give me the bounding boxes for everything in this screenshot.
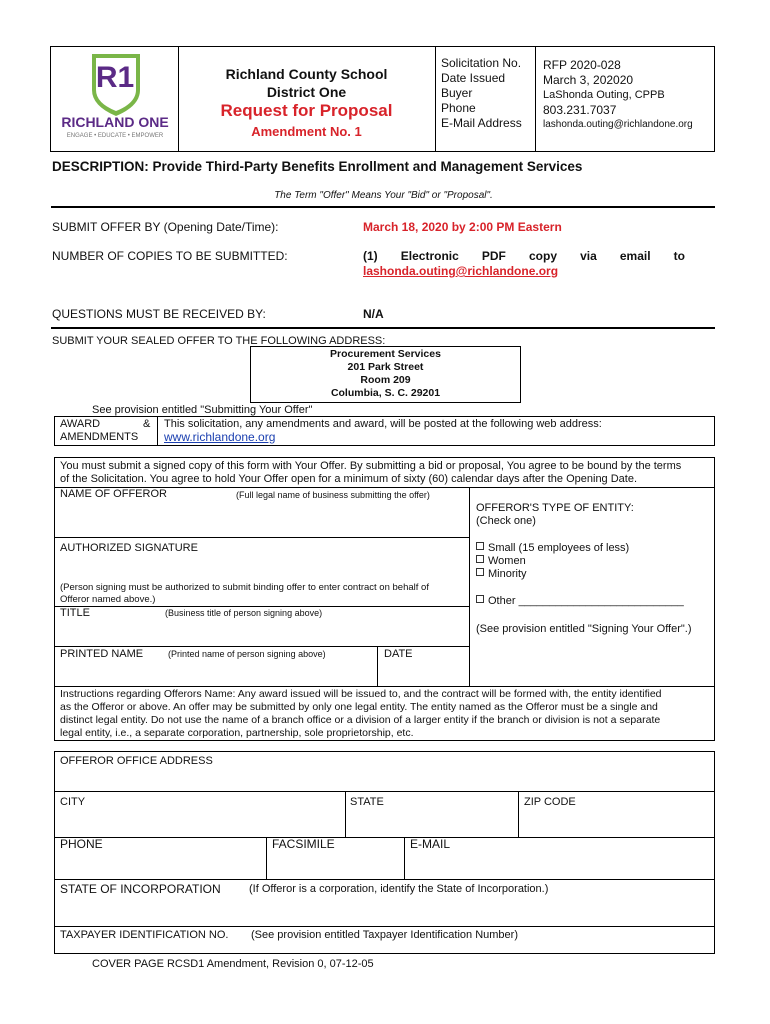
office-address-input[interactable] (56, 770, 712, 790)
meta-value-phone: 803.231.7037 (543, 103, 617, 117)
phone-label: PHONE (60, 837, 103, 851)
title-label: TITLE (60, 607, 90, 619)
copies-email-link[interactable]: lashonda.outing@richlandone.org (363, 264, 559, 278)
copies-word: Electronic (400, 249, 459, 263)
authorized-signature-label: AUTHORIZED SIGNATURE (60, 542, 198, 554)
address-line: Room 209 (360, 374, 411, 386)
state-label: STATE (350, 796, 384, 808)
org-name-line2: District One (266, 84, 347, 100)
description: DESCRIPTION: Provide Third-Party Benefits Enrollment and Management Services (52, 159, 583, 174)
richland-one-logo (56, 50, 174, 148)
state-input[interactable] (348, 810, 515, 834)
office-address-label: OFFEROR OFFICE ADDRESS (60, 755, 213, 767)
city-input[interactable] (56, 810, 342, 834)
form-intro-line2: of the Solicitation. You agree to hold Your Offer open for a minimum of sixty (60) calendar days after the Opening Date. (60, 473, 638, 485)
facsimile-input[interactable] (269, 854, 401, 876)
award-text: This solicitation, any amendments and award, will be posted at the following web address: (164, 418, 602, 430)
doc-title: Request for Proposal (220, 101, 393, 120)
title-input[interactable] (56, 620, 466, 644)
header-divider-3 (535, 46, 536, 152)
entity-option-minority[interactable] (476, 568, 527, 581)
office-rule (54, 837, 715, 838)
office-rule (54, 926, 715, 927)
copies-label: NUMBER OF COPIES TO BE SUBMITTED: (52, 249, 288, 263)
offeror-name-instructions (60, 688, 712, 740)
checkbox-women[interactable] (476, 555, 484, 563)
facsimile-label: FACSIMILE (272, 837, 335, 851)
office-divider (266, 837, 267, 879)
signing-offer-note: (See provision entitled "Signing Your Offer".) (476, 623, 692, 635)
offer-term-note: The Term "Offer" Means Your "Bid" or "Proposal". (274, 190, 493, 201)
office-divider (345, 791, 346, 837)
meta-label-phone: Phone (441, 101, 476, 115)
city-label: CITY (60, 796, 86, 808)
form-rule (54, 537, 469, 538)
award-divider (157, 416, 158, 446)
form-intro-line1: You must submit a signed copy of this form with Your Offer. By submitting a bid or proposal, You agree to be bound by the terms (60, 460, 682, 472)
copies-word: email (619, 249, 651, 263)
email-label: E-MAIL (410, 837, 451, 851)
award-url-link[interactable]: www.richlandone.org (164, 430, 276, 444)
questions-label: QUESTIONS MUST BE RECEIVED BY: (52, 307, 266, 321)
copies-word: copy (528, 249, 557, 263)
offeror-name-input[interactable] (56, 502, 466, 536)
zip-code-label: ZIP CODE (524, 796, 576, 808)
divider (51, 206, 715, 208)
solicitation-meta-values (543, 58, 715, 132)
authorized-signature-input[interactable] (56, 556, 466, 580)
award-label: AWARD (60, 418, 101, 430)
state-of-incorporation-label: STATE OF INCORPORATION (60, 882, 221, 896)
address-line: Procurement Services (330, 348, 441, 360)
entity-option-women[interactable] (476, 555, 526, 568)
office-rule (54, 879, 715, 880)
taxpayer-id-input[interactable] (470, 929, 712, 951)
address-lines (250, 348, 521, 400)
meta-label-email: E-Mail Address (441, 116, 522, 130)
award-amp: & (143, 418, 151, 430)
logo-tagline: ENGAGE • EDUCATE • EMPOWER (66, 133, 164, 139)
address-line: Columbia, S. C. 29201 (330, 387, 441, 399)
meta-value-email[interactable]: lashonda.outing@richlandone.org (543, 119, 693, 130)
copies-word: (1) (363, 249, 378, 263)
entity-option-label: Women (488, 555, 526, 567)
printed-name-hint: (Printed name of person signing above) (168, 649, 326, 659)
copies-word: via (580, 249, 597, 263)
org-name-line1: Richland County School (225, 66, 388, 82)
state-of-incorporation-input[interactable] (56, 898, 712, 924)
office-divider (518, 791, 519, 837)
copies-word: to (673, 249, 685, 263)
printed-name-input[interactable] (56, 662, 374, 684)
state-of-incorporation-hint: (If Offeror is a corporation, identify the State of Incorporation.) (249, 883, 549, 895)
see-provision-submitting: See provision entitled "Submitting Your Offer" (92, 404, 313, 416)
zip-code-input[interactable] (521, 810, 712, 834)
instructions-line: as the Offeror or above. An offer may be submitted by only one legal entity. The entity named as the Offeror must be a single and (60, 701, 658, 713)
address-line: 201 Park Street (347, 361, 424, 373)
footer-cover-page: COVER PAGE RCSD1 Amendment, Revision 0, 07-12-05 (92, 958, 374, 970)
instructions-line: legal entity, i.e., a separate corporation, partnership, sole proprietorship, etc. (60, 727, 414, 739)
email-input[interactable] (407, 854, 712, 876)
entity-option-other[interactable] (476, 595, 684, 608)
amendments-label: AMENDMENTS (60, 431, 139, 443)
form-rule (54, 646, 469, 647)
header-divider-2 (435, 46, 436, 152)
submit-by-label: SUBMIT OFFER BY (Opening Date/Time): (52, 220, 279, 234)
entity-option-label: Small (15 employees of less) (488, 542, 630, 554)
office-rule (54, 791, 715, 792)
entity-check-one: (Check one) (476, 515, 536, 527)
form-rule (54, 686, 715, 687)
taxpayer-id-label: TAXPAYER IDENTIFICATION NO. (60, 929, 229, 941)
divider (51, 327, 715, 329)
signature-authority-note-2: Offeror named above.) (60, 594, 156, 605)
address-label: SUBMIT YOUR SEALED OFFER TO THE FOLLOWING ADDRESS: (52, 335, 386, 347)
copies-word: PDF (481, 249, 506, 263)
printed-name-label: PRINTED NAME (60, 648, 144, 660)
phone-input[interactable] (56, 854, 263, 876)
form-rule (54, 606, 469, 607)
meta-label-buyer: Buyer (441, 86, 473, 100)
solicitation-meta-labels (441, 56, 533, 131)
checkbox-other[interactable] (476, 595, 484, 603)
title-hint: (Business title of person signing above) (165, 608, 323, 618)
entity-option-label: Other ___________________________ (488, 595, 684, 607)
entity-type-label: OFFEROR'S TYPE OF ENTITY: (476, 502, 634, 514)
taxpayer-id-hint: (See provision entitled Taxpayer Identification Number) (251, 929, 518, 941)
meta-label-solicitation: Solicitation No. (441, 56, 522, 70)
signature-authority-note-1: (Person signing must be authorized to submit binding offer to enter contract on behalf of (60, 582, 429, 593)
meta-value-date: March 3, 202020 (543, 73, 634, 87)
logo-monogram: R1 (95, 61, 135, 94)
instructions-line: distinct legal entity. Do not use the name of a branch office or a division of a larger entity if the branch or division is not a separate (60, 714, 661, 726)
entity-option-small[interactable] (476, 542, 629, 555)
office-divider (404, 837, 405, 879)
meta-value-solicitation: RFP 2020-028 (543, 58, 621, 72)
form-vertical-divider (469, 487, 470, 686)
offeror-name-hint: (Full legal name of business submitting the offer) (236, 490, 430, 500)
meta-value-buyer: LaShonda Outing, CPPB (543, 89, 665, 101)
questions-value: N/A (363, 307, 384, 321)
date-input[interactable] (380, 662, 466, 684)
logo-name: RICHLAND ONE (61, 114, 169, 130)
checkbox-minority[interactable] (476, 568, 484, 576)
instructions-line: Instructions regarding Offerors Name: Any award issued will be issued to, and the contract will be formed with, the entity identified (60, 688, 662, 700)
meta-label-date: Date Issued (441, 71, 506, 85)
amendment-label: Amendment No. 1 (251, 124, 362, 139)
form-vertical-divider (377, 646, 378, 686)
offeror-name-label: NAME OF OFFEROR (60, 488, 167, 500)
entity-option-label: Minority (488, 568, 527, 580)
submit-by-value: March 18, 2020 by 2:00 PM Eastern (363, 220, 562, 234)
copies-value (363, 249, 685, 264)
checkbox-small[interactable] (476, 542, 484, 550)
date-label: DATE (384, 648, 413, 660)
